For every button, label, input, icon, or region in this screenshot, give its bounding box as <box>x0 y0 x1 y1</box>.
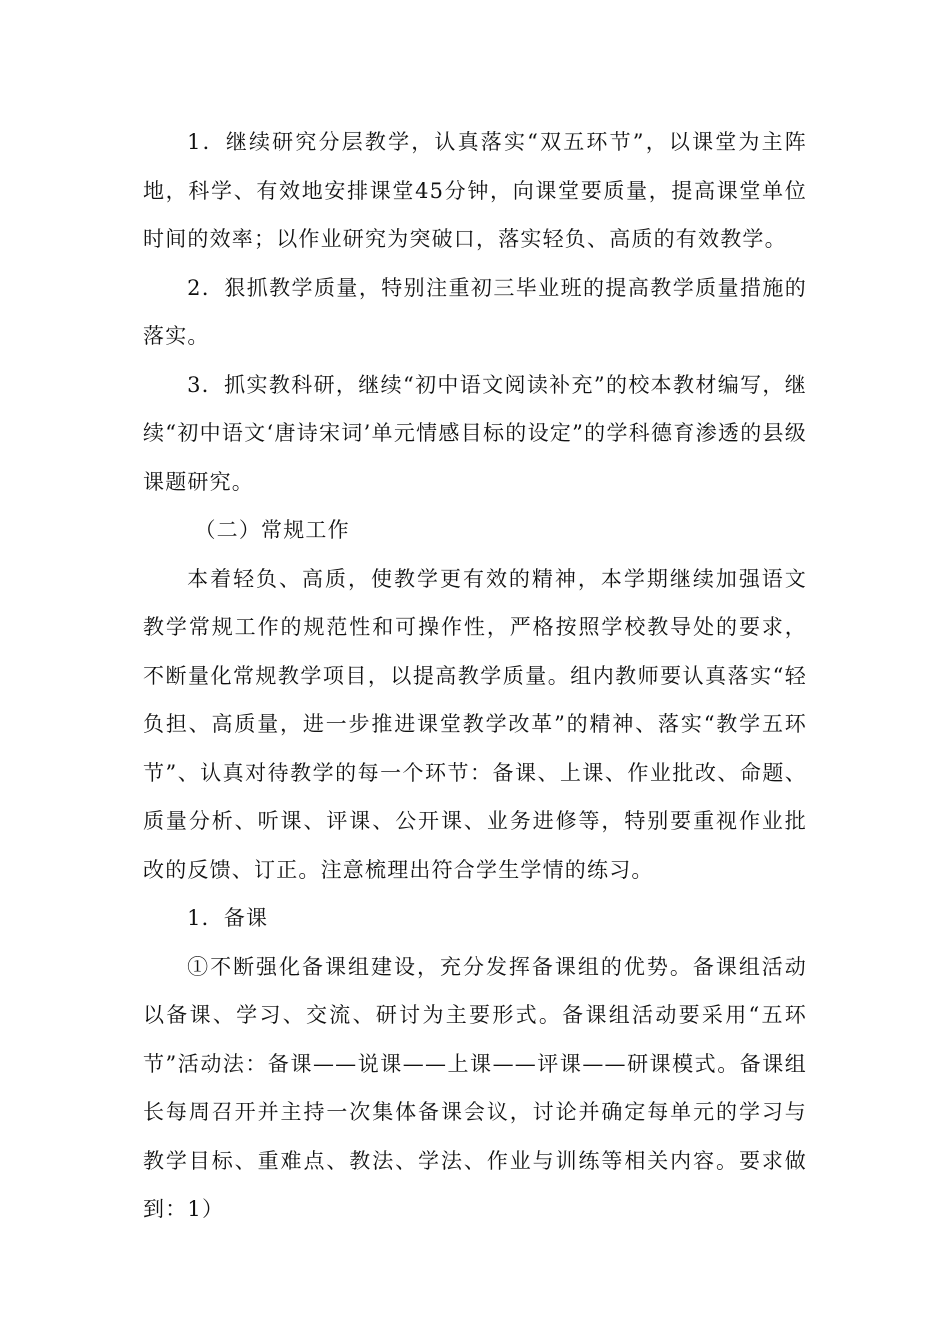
paragraph-item-1-teaching: 1．继续研究分层教学，认真落实“双五环节”，以课堂为主阵地，科学、有效地安排课堂45分钟，向课堂要质量，提高课堂单位时间的效率；以作业研究为突破口，落实轻负、高质的有效教学。 <box>143 130 807 251</box>
paragraph-item-3-research: 3．抓实教科研，继续“初中语文阅读补充”的校本教材编写，继续“初中语文‘唐诗宋词’单元情感目标的设定”的学科德育渗透的县级课题研究。 <box>143 372 807 494</box>
paragraph-routine-work-body: 本着轻负、高质，使教学更有效的精神，本学期继续加强语文教学常规工作的规范性和可操作性，严格按照学校教导处的要求，不断量化常规教学项目，以提高教学质量。组内教师要认真落实“轻负担、高质量，进一步推进课堂教学改革”的精神、落实“教学五环节”、认真对待教学的每一个环节：备课、上课、作业批改、命题、质量分析、听课、评课、公开课、业务进修等，特别要重视作业批改的反馈、订正。注意梳理出符合学生学情的练习。 <box>143 566 807 882</box>
subheading-lesson-prep: 1．备课 <box>187 906 269 930</box>
paragraph-item-2-quality: 2．狠抓教学质量，特别注重初三毕业班的提高教学质量措施的落实。 <box>143 275 807 348</box>
document-body <box>143 118 807 1234</box>
section-heading-routine-work: （二）常规工作 <box>194 518 350 542</box>
paragraph-lesson-prep-body: ①不断强化备课组建设，充分发挥备课组的优势。备课组活动以备课、学习、交流、研讨为主要形式。备课组活动要采用“五环节”活动法：备课——说课——上课——评课——研课模式。备课组长每周召开并主持一次集体备课会议，讨论并确定每单元的学习与教学目标、重难点、教法、学法、作业与训练等相关内容。要求做到：1） <box>143 954 807 1221</box>
